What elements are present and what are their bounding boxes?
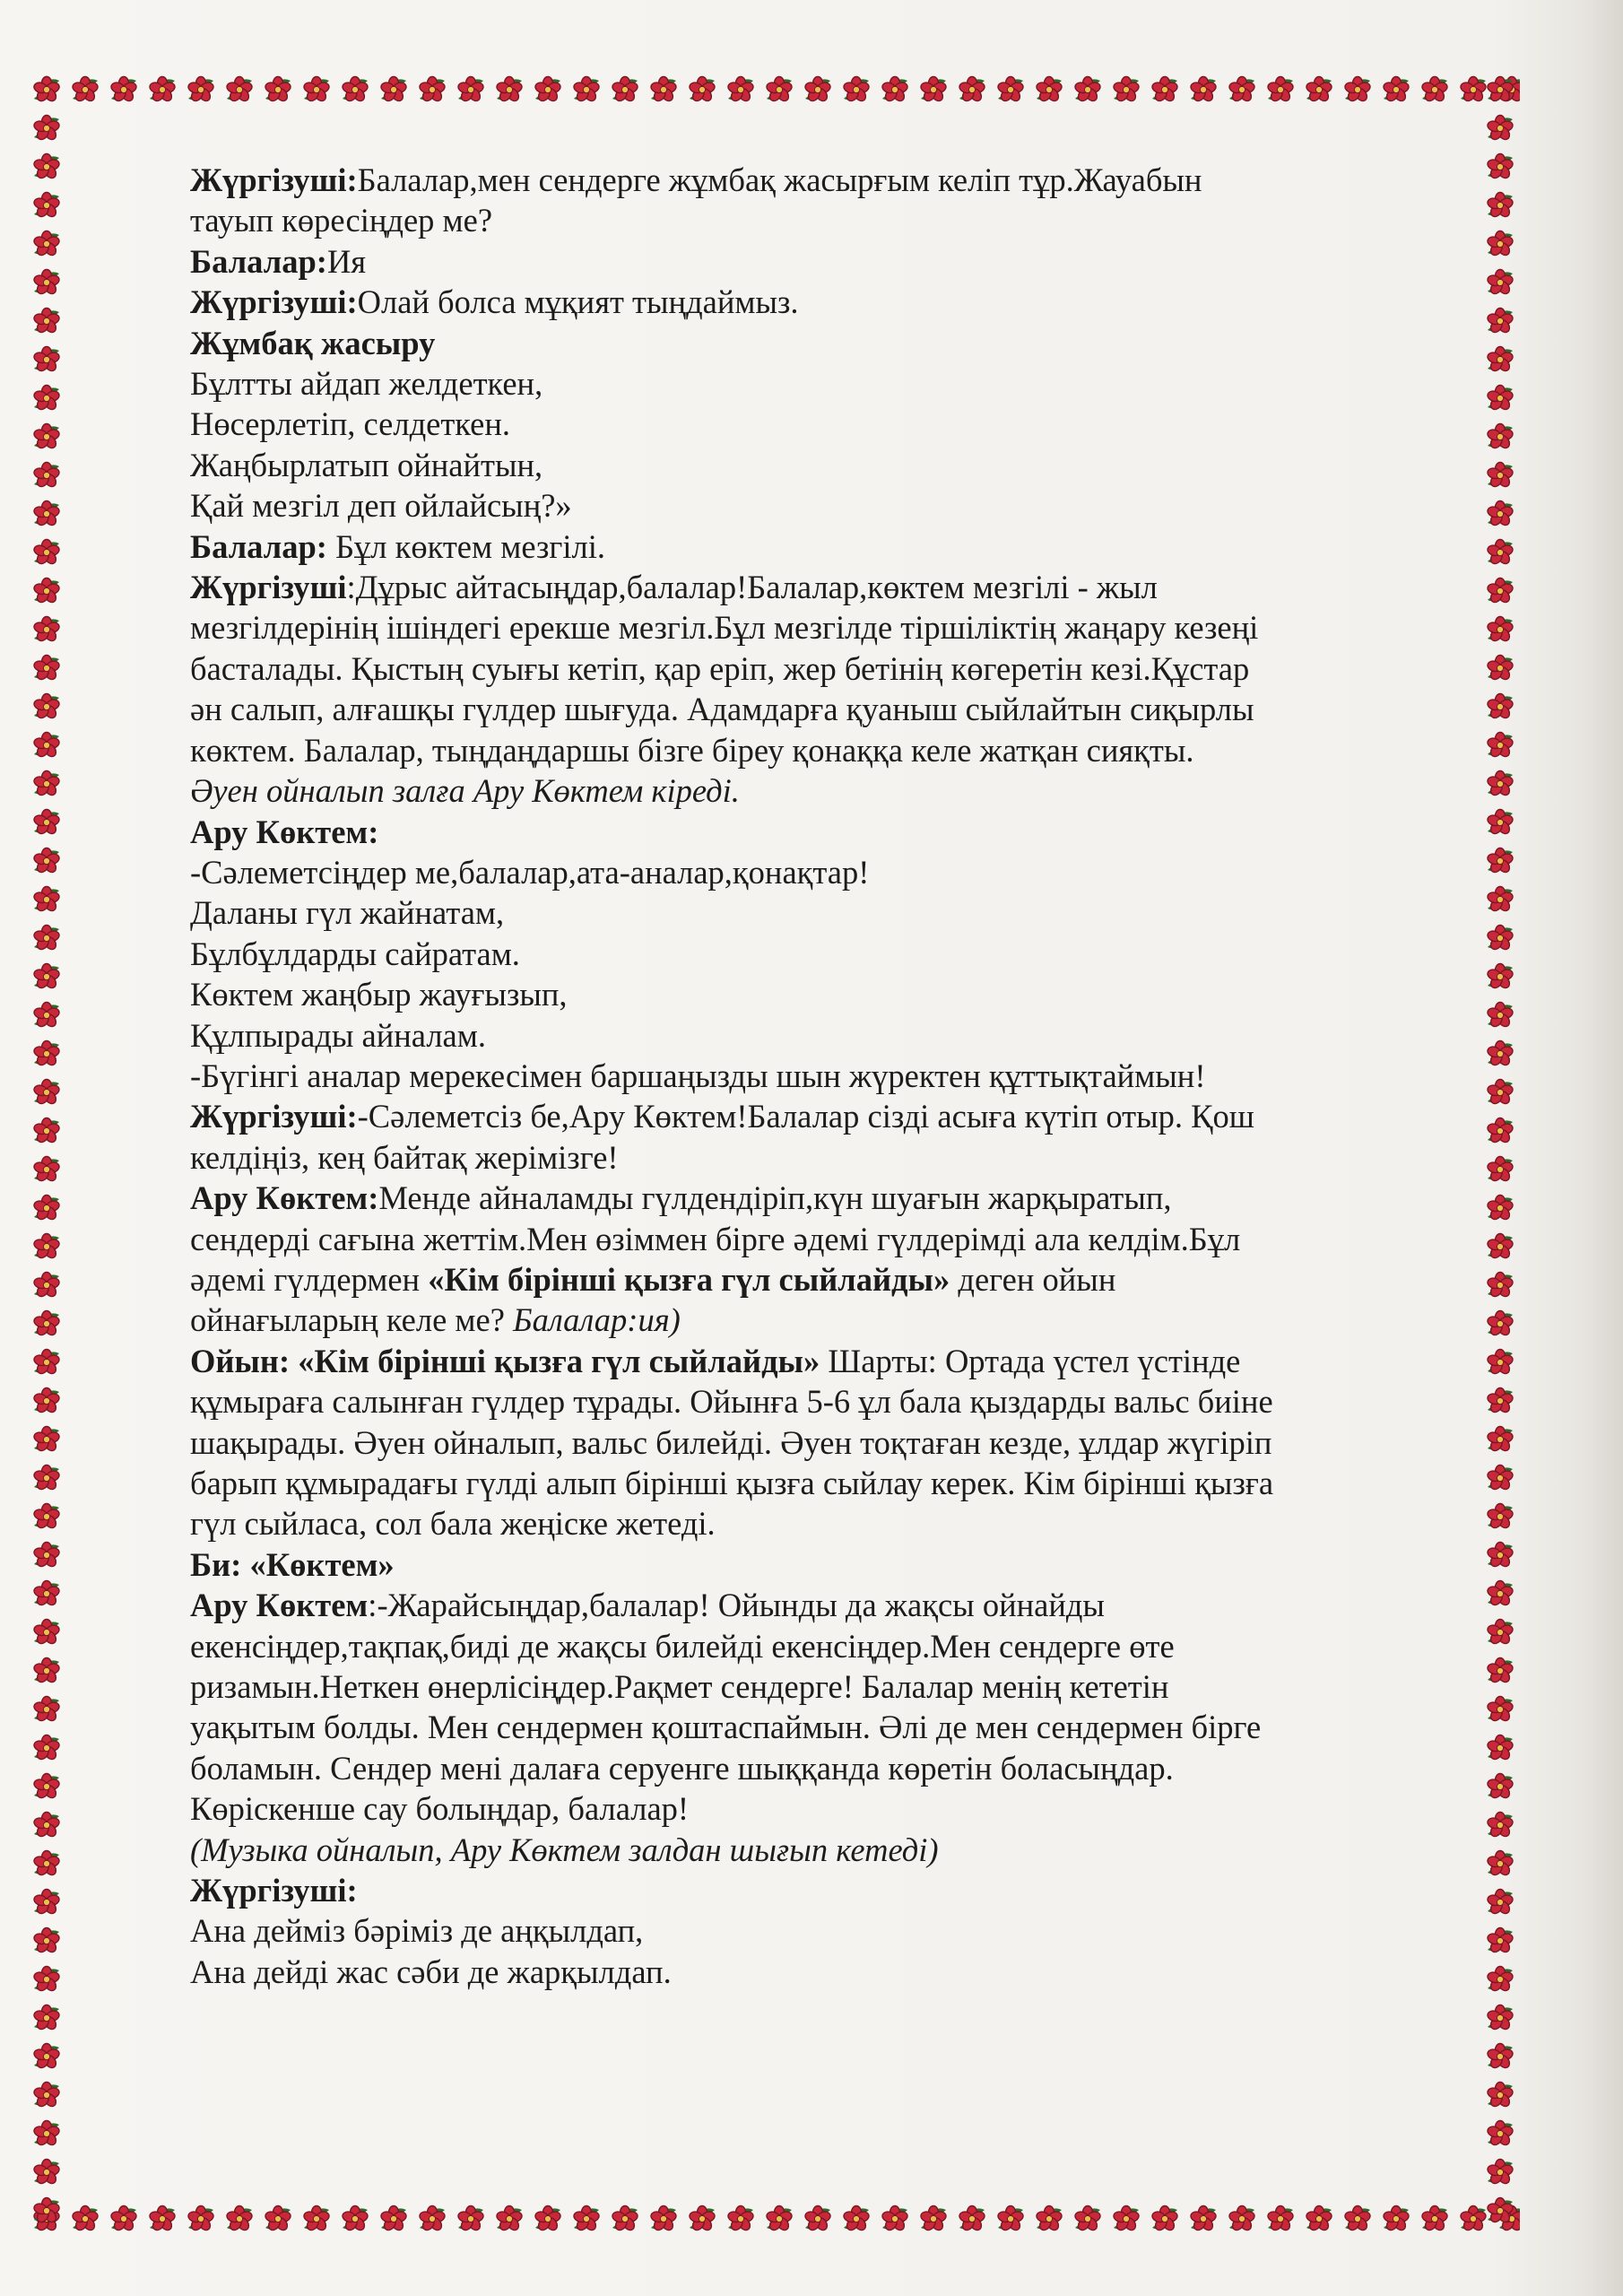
red-flower-icon (110, 77, 138, 103)
red-flower-icon (33, 1080, 61, 1106)
text-line (190, 1830, 1463, 1870)
red-flower-icon (804, 77, 832, 103)
red-flower-icon (33, 1774, 61, 1800)
bold-text: «Кім бірінші қызға гүл сыйлайды» (428, 1260, 950, 1298)
red-flower-icon (1487, 1041, 1515, 1067)
bold-text: Ойын: «Кім бірінші қызға гүл сыйлайды» (190, 1342, 820, 1379)
red-flower-icon (226, 2206, 254, 2232)
text-line (190, 1748, 1463, 1788)
text-line (190, 160, 1463, 200)
text-run: ойнағыларың келе ме? (190, 1301, 514, 1339)
text-run: деген ойын (950, 1260, 1116, 1298)
red-flower-icon (1487, 733, 1515, 759)
red-flower-icon (1383, 2206, 1410, 2232)
red-flower-icon (1487, 1928, 1515, 1954)
red-flower-icon (959, 77, 986, 103)
red-flower-icon (881, 77, 909, 103)
red-flower-icon (72, 77, 100, 103)
text-run: :-Жарайсыңдар,балалар! Ойынды да жақсы ойнайды (368, 1587, 1105, 1624)
red-flower-icon (303, 2206, 331, 2232)
text-run: мезгілдерінің ішіндегі ерекше мезгіл.Бұл мезгілде тіршіліктің жаңару кезеңі (190, 609, 1259, 647)
red-flower-icon (1487, 2083, 1515, 2109)
red-flower-icon (1487, 77, 1515, 103)
red-flower-icon (1487, 1581, 1515, 1607)
text-line (190, 892, 1463, 933)
text-line (190, 1463, 1463, 1503)
red-flower-icon (33, 2044, 61, 2070)
italic-text: Балалар:ия) (513, 1301, 681, 1339)
text-line (190, 404, 1463, 444)
red-flower-icon (380, 2206, 408, 2232)
red-flower-icon (1190, 2206, 1218, 2232)
red-flower-icon (1487, 1465, 1515, 1492)
text-run: уақытым болды. Мен сендермен қоштаспаймын. Әлі де мен сендермен бірге (190, 1709, 1262, 1746)
text-run: -Бүгінгі аналар мерекесімен баршаңызды шын жүректен құттықтаймын! (190, 1057, 1206, 1094)
red-flower-icon (33, 231, 61, 257)
text-line (190, 1626, 1463, 1666)
red-flower-icon (1487, 2160, 1515, 2186)
red-flower-icon (1487, 1697, 1515, 1723)
red-flower-icon (1487, 964, 1515, 990)
text-run: Ия (326, 242, 367, 280)
red-flower-icon (33, 193, 61, 219)
red-flower-icon (1487, 1735, 1515, 1761)
red-flower-icon (1487, 1774, 1515, 1800)
red-flower-icon (33, 1311, 61, 1337)
bold-text: Би: «Көктем» (190, 1545, 395, 1583)
red-flower-icon (1487, 887, 1515, 913)
text-run: ән салып, алғашқы гүлдер шығуда. Адамдарға қуаныш сыйлайтын сиқырлы (190, 691, 1254, 728)
text-line (190, 1300, 1463, 1340)
text-run: көктем. Балалар, тыңдаңдаршы бізге біреу қонаққа келе жатқан сияқты. (190, 731, 1194, 769)
red-flower-icon (1487, 1311, 1515, 1337)
red-flower-icon (33, 154, 61, 180)
red-flower-icon (1487, 1851, 1515, 1877)
red-flower-icon (650, 77, 678, 103)
text-line (190, 567, 1463, 607)
red-flower-icon (997, 2206, 1025, 2232)
red-flower-icon (766, 2206, 794, 2232)
red-flower-icon (1074, 2206, 1102, 2232)
red-flower-icon (1228, 77, 1256, 103)
red-flower-icon (650, 2206, 678, 2232)
red-flower-icon (1487, 1080, 1515, 1106)
red-flower-icon (1487, 1620, 1515, 1646)
red-flower-icon (33, 1427, 61, 1453)
text-run: Қай мезгіл деп ойлайсың?» (190, 487, 572, 525)
red-flower-icon (1487, 154, 1515, 180)
red-flower-icon (33, 694, 61, 720)
text-line (190, 1870, 1463, 1910)
red-flower-icon (33, 116, 61, 142)
text-line (190, 1015, 1463, 1056)
text-run: екенсіңдер,тақпақ,биді де жақсы билейді екенсіңдер.Мен сендерге өте (190, 1627, 1175, 1665)
red-flower-icon (1487, 2005, 1515, 2031)
red-flower-icon (1113, 77, 1141, 103)
red-flower-icon (1487, 578, 1515, 604)
text-line (190, 526, 1463, 567)
red-flower-icon (1487, 116, 1515, 142)
red-flower-icon (1487, 1196, 1515, 1222)
text-line (190, 1056, 1463, 1096)
bold-text: Жұмбақ жасыру (190, 324, 436, 361)
red-flower-icon (1487, 1813, 1515, 1839)
red-flower-icon (612, 2206, 639, 2232)
text-run: келдіңіз, кең байтақ жерімізге! (190, 1138, 619, 1176)
text-run: әдемі гүлдермен (190, 1260, 429, 1298)
red-flower-icon (1487, 309, 1515, 335)
text-line (190, 1137, 1463, 1178)
text-run: Менде айналамды гүлдендіріп,күн шуағын жарқыратып, (378, 1179, 1172, 1217)
red-flower-icon (534, 2206, 562, 2232)
red-flower-icon (804, 2206, 832, 2232)
text-line (190, 200, 1463, 240)
red-flower-icon (1036, 77, 1063, 103)
text-line (190, 241, 1463, 282)
bold-text: Жүргізуші: (190, 1872, 358, 1909)
red-flower-icon (1151, 2206, 1179, 2232)
red-flower-icon (1487, 694, 1515, 720)
red-flower-icon (1421, 2206, 1449, 2232)
text-run: Құлпырады айналам. (190, 1016, 486, 1054)
text-run: Олай болса мұқият тыңдаймыз. (357, 283, 799, 321)
red-flower-icon (1487, 193, 1515, 219)
text-run: боламын. Сендер мені далаға серуенге шыққанда көретін боласыңдар. (190, 1749, 1174, 1787)
red-flower-icon (110, 2206, 138, 2232)
red-flower-icon (959, 2206, 986, 2232)
text-line (190, 1341, 1463, 1381)
red-flower-icon (1487, 1890, 1515, 1916)
red-flower-icon (342, 2206, 369, 2232)
red-flower-icon (1487, 270, 1515, 296)
text-line (190, 282, 1463, 322)
red-flower-icon (1487, 1273, 1515, 1299)
red-flower-icon (1487, 771, 1515, 797)
left-flower-border (27, 70, 66, 2239)
red-flower-icon (33, 578, 61, 604)
red-flower-icon (496, 77, 524, 103)
red-flower-icon (33, 810, 61, 836)
text-run: Даланы гүл жайнатам, (190, 894, 505, 932)
red-flower-icon (843, 77, 871, 103)
red-flower-icon (727, 2206, 755, 2232)
red-flower-icon (573, 77, 601, 103)
red-flower-icon (612, 77, 639, 103)
text-run: гүл сыйласа, сол бала жеңіске жетеді. (190, 1505, 716, 1543)
red-flower-icon (573, 2206, 601, 2232)
red-flower-icon (33, 2121, 61, 2147)
text-line (190, 1503, 1463, 1544)
red-flower-icon (1036, 2206, 1063, 2232)
text-line (190, 648, 1463, 689)
red-flower-icon (226, 77, 254, 103)
red-flower-icon (457, 77, 485, 103)
red-flower-icon (1487, 656, 1515, 682)
text-run: Көріскенше сау болыңдар, балалар! (190, 1790, 690, 1828)
red-flower-icon (1487, 424, 1515, 450)
red-flower-icon (33, 309, 61, 335)
red-flower-icon (1487, 1504, 1515, 1530)
red-flower-icon (1487, 347, 1515, 373)
red-flower-icon (1306, 2206, 1333, 2232)
red-flower-icon (33, 1890, 61, 1916)
red-flower-icon (1190, 77, 1218, 103)
red-flower-icon (33, 1118, 61, 1144)
text-line (190, 1666, 1463, 1707)
red-flower-icon (33, 1041, 61, 1067)
red-flower-icon (33, 1735, 61, 1761)
top-flower-border (27, 70, 1520, 109)
red-flower-icon (33, 1543, 61, 1569)
red-flower-icon (1228, 2206, 1256, 2232)
red-flower-icon (380, 77, 408, 103)
text-run: барып құмырадағы гүлді алып бірінші қызға сыйлау керек. Кім бірінші қызға (190, 1465, 1274, 1501)
red-flower-icon (1487, 540, 1515, 566)
red-flower-icon (1487, 1427, 1515, 1453)
text-line (190, 323, 1463, 363)
text-line (190, 1096, 1463, 1136)
red-flower-icon (33, 887, 61, 913)
red-flower-icon (1487, 810, 1515, 836)
text-line (190, 1381, 1463, 1422)
bold-text: Балалар: (190, 242, 327, 280)
text-run: құмыраға салынған гүлдер тұрады. Ойынға 5-6 ұл бала қыздарды вальс биіне (190, 1383, 1273, 1421)
text-line (190, 1585, 1463, 1625)
red-flower-icon (766, 77, 794, 103)
red-flower-icon (843, 2206, 871, 2232)
bold-text: Жүргізуші: (190, 161, 358, 198)
red-flower-icon (303, 77, 331, 103)
text-line (190, 1707, 1463, 1747)
red-flower-icon (419, 77, 447, 103)
red-flower-icon (1487, 501, 1515, 527)
text-line (190, 852, 1463, 892)
text-line (190, 1544, 1463, 1585)
red-flower-icon (1487, 848, 1515, 874)
red-flower-icon (457, 2206, 485, 2232)
red-flower-icon (33, 2083, 61, 2109)
red-flower-icon (33, 1234, 61, 1260)
red-flower-icon (33, 1003, 61, 1029)
bold-text: Ару Көктем (190, 1587, 369, 1624)
red-flower-icon (920, 77, 948, 103)
red-flower-icon (33, 1697, 61, 1723)
red-flower-icon (1383, 77, 1410, 103)
red-flower-icon (33, 1620, 61, 1646)
red-flower-icon (33, 848, 61, 874)
red-flower-icon (149, 77, 177, 103)
text-run: Ана дейді жас сәби де жарқылдап. (190, 1952, 672, 1990)
red-flower-icon (1487, 2044, 1515, 2070)
red-flower-icon (33, 1504, 61, 1530)
red-flower-icon (1487, 1350, 1515, 1376)
text-run: Жаңбырлатып ойнайтын, (190, 446, 543, 483)
red-flower-icon (33, 1928, 61, 1954)
red-flower-icon (265, 2206, 292, 2232)
bold-text: Балалар: (190, 527, 327, 565)
red-flower-icon (1487, 1543, 1515, 1569)
red-flower-icon (33, 617, 61, 643)
red-flower-icon (1487, 386, 1515, 412)
text-run: тауып көресіңдер ме? (190, 202, 493, 239)
text-line (190, 1219, 1463, 1259)
red-flower-icon (1487, 231, 1515, 257)
red-flower-icon (33, 77, 61, 103)
red-flower-icon (187, 2206, 215, 2232)
red-flower-icon (33, 1350, 61, 1376)
text-line (190, 363, 1463, 404)
text-run: басталады. Қыстың суығы кетіп, қар еріп, жер бетінің көгеретін кезі.Құстар (190, 649, 1250, 687)
red-flower-icon (689, 2206, 716, 2232)
text-run: Шарты: Ортада үстел үстінде (820, 1342, 1241, 1379)
red-flower-icon (997, 77, 1025, 103)
red-flower-icon (33, 771, 61, 797)
text-line (190, 1788, 1463, 1829)
red-flower-icon (33, 540, 61, 566)
text-run: -Сәлеметсіңдер ме,балалар,ата-аналар,қонақтар! (190, 853, 870, 891)
red-flower-icon (1151, 77, 1179, 103)
red-flower-icon (1487, 463, 1515, 489)
red-flower-icon (33, 1273, 61, 1299)
red-flower-icon (1487, 617, 1515, 643)
red-flower-icon (33, 463, 61, 489)
red-flower-icon (33, 1658, 61, 1684)
red-flower-icon (33, 1157, 61, 1183)
right-flower-border (1480, 70, 1520, 2239)
red-flower-icon (187, 77, 215, 103)
red-flower-icon (342, 77, 369, 103)
text-run: ризамын.Неткен өнерлісіңдер.Рақмет сендерге! Балалар менің кететін (190, 1668, 1169, 1706)
red-flower-icon (1487, 1388, 1515, 1414)
red-flower-icon (920, 2206, 948, 2232)
red-flower-icon (1487, 2121, 1515, 2147)
red-flower-icon (1113, 2206, 1141, 2232)
red-flower-icon (419, 2206, 447, 2232)
red-flower-icon (33, 2198, 61, 2224)
text-line (190, 812, 1463, 852)
text-run: -Сәлеметсіз бе,Ару Көктем!Балалар сізді асыға күтіп отыр. Қош (357, 1098, 1254, 1135)
red-flower-icon (1267, 2206, 1295, 2232)
italic-text: Әуен ойналып залға Ару Көктем кіреді. (190, 772, 740, 810)
document-body (190, 160, 1463, 1992)
text-run: шақырады. Әуен ойналып, вальс билейді. Әуен тоқтаған кезде, ұлдар жүгіріп (190, 1423, 1272, 1461)
text-run: Нөсерлетіп, селдеткен. (190, 405, 510, 443)
red-flower-icon (33, 1851, 61, 1877)
red-flower-icon (1344, 2206, 1372, 2232)
text-line (190, 1910, 1463, 1951)
red-flower-icon (33, 1813, 61, 1839)
red-flower-icon (33, 1388, 61, 1414)
text-run: Бұлтты айдап желдеткен, (190, 365, 543, 403)
red-flower-icon (33, 1196, 61, 1222)
red-flower-icon (33, 1967, 61, 1993)
text-run: Көктем жаңбыр жауғызып, (190, 976, 568, 1013)
bottom-flower-border (27, 2199, 1520, 2239)
text-line (190, 770, 1463, 811)
red-flower-icon (496, 2206, 524, 2232)
red-flower-icon (1487, 2198, 1515, 2224)
red-flower-icon (1487, 926, 1515, 952)
text-line (190, 607, 1463, 648)
red-flower-icon (33, 424, 61, 450)
red-flower-icon (33, 964, 61, 990)
text-run: :Дұрыс айтасыңдар,балалар!Балалар,көктем мезгілі - жыл (346, 569, 1158, 606)
text-line (190, 445, 1463, 485)
red-flower-icon (33, 501, 61, 527)
text-line (190, 974, 1463, 1014)
red-flower-icon (881, 2206, 909, 2232)
red-flower-icon (1487, 1658, 1515, 1684)
red-flower-icon (33, 270, 61, 296)
bold-text: Жүргізуші: (190, 1098, 358, 1135)
text-run: Бұлбұлдарды сайратам. (190, 935, 520, 972)
red-flower-icon (1487, 1003, 1515, 1029)
bold-text: Ару Көктем: (190, 1179, 379, 1217)
italic-text: (Музыка ойналып, Ару Көктем залдан шығып кетеді) (190, 1831, 939, 1868)
text-line (190, 730, 1463, 770)
text-line (190, 934, 1463, 974)
red-flower-icon (33, 733, 61, 759)
red-flower-icon (33, 926, 61, 952)
red-flower-icon (1487, 1234, 1515, 1260)
red-flower-icon (1487, 1157, 1515, 1183)
text-run: Бұл көктем мезгілі. (326, 527, 605, 565)
red-flower-icon (265, 77, 292, 103)
red-flower-icon (1421, 77, 1449, 103)
red-flower-icon (534, 77, 562, 103)
red-flower-icon (33, 1465, 61, 1492)
text-line (190, 485, 1463, 526)
red-flower-icon (33, 347, 61, 373)
red-flower-icon (1267, 77, 1295, 103)
red-flower-icon (689, 77, 716, 103)
text-line (190, 1422, 1463, 1463)
text-line (190, 1952, 1463, 1992)
red-flower-icon (33, 1581, 61, 1607)
red-flower-icon (727, 77, 755, 103)
bold-text: Ару Көктем: (190, 813, 379, 850)
text-run: Балалар,мен сендерге жұмбақ жасырғым келіп тұр.Жауабын (357, 161, 1202, 198)
red-flower-icon (33, 2005, 61, 2031)
bold-text: Жүргізуші (190, 569, 347, 606)
red-flower-icon (1344, 77, 1372, 103)
red-flower-icon (1074, 77, 1102, 103)
red-flower-icon (33, 2160, 61, 2186)
bold-text: Жүргізуші: (190, 283, 358, 321)
red-flower-icon (72, 2206, 100, 2232)
text-run: Ана дейміз бәріміз де аңқылдап, (190, 1912, 644, 1950)
red-flower-icon (149, 2206, 177, 2232)
red-flower-icon (33, 656, 61, 682)
text-line (190, 689, 1463, 729)
red-flower-icon (1487, 1118, 1515, 1144)
text-line (190, 1178, 1463, 1218)
text-line (190, 1259, 1463, 1300)
red-flower-icon (1487, 1967, 1515, 1993)
red-flower-icon (1306, 77, 1333, 103)
text-run: сендерді сағына жеттім.Мен өзіммен бірге әдемі гүлдерімді ала келдім.Бұл (190, 1220, 1241, 1257)
red-flower-icon (33, 386, 61, 412)
